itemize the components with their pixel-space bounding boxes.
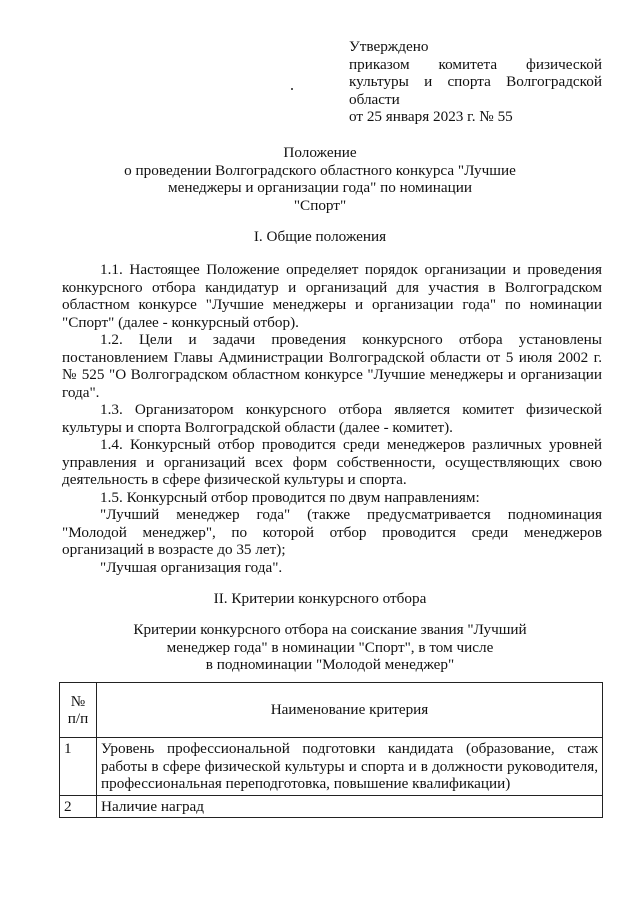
criteria-title-line: Критерии конкурсного отбора на соискание звания "Лучший — [133, 621, 527, 638]
approval-word: физической — [526, 55, 602, 73]
table-row — [60, 795, 603, 818]
paragraph: 1.4. Конкурсный отбор проводится среди менеджеров различных уровней управления и организаций всех форм собственности, осуществляющих свою деятельность в сфере физической культуры и спорта. — [62, 436, 602, 488]
row-criterion: Уровень профессиональной подготовки кандидата (образование, стаж работы в сфере физической культуры и спорта и в должности руководителя, профессиональная переподготовка, повышение квалификации) — [97, 738, 603, 796]
criteria-title-line: в подноминации "Молодой менеджер" — [205, 656, 455, 673]
paragraph: 1.2. Цели и задачи проведения конкурсного отбора установлены постановлением Главы Администрации Волгоградской области от 5 июля 2002 г. № 525 "О Волгоградском областном конкурсе "Лучшие менеджеры и организации года". — [62, 331, 602, 401]
section-heading: I. Общие положения — [253, 228, 387, 245]
approval-line — [349, 73, 602, 91]
approval-line — [349, 56, 602, 74]
scan-speck — [291, 88, 293, 90]
approval-date: от 25 января 2023 г. № 55 — [349, 108, 513, 125]
criteria-table — [59, 682, 603, 818]
document-title — [100, 144, 540, 214]
paragraph: 1.5. Конкурсный отбор проводится по двум направлениям: — [100, 488, 480, 506]
header-number-symbol: № — [70, 692, 86, 710]
paragraph: 1.3. Организатором конкурсного отбора является комитет физической культуры и спорта Волгоградской области (далее - комитет). — [62, 401, 602, 436]
criteria-title-line: менеджер года" в номинации "Спорт", в том числе — [166, 638, 494, 656]
approval-stamp — [349, 38, 602, 126]
approval-word: комитета — [438, 55, 498, 73]
header-criterion-name: Наименование критерия — [97, 683, 603, 738]
approval-word: приказом — [349, 55, 410, 73]
approval-word: и — [424, 73, 433, 90]
row-criterion: Наличие наград — [97, 795, 603, 818]
section-heading: II. Критерии конкурсного отбора — [213, 590, 427, 607]
paragraph: "Лучший менеджер года" (также предусматривается подноминация "Молодой менеджер", по которой отбор проводится среди менеджеров организаций в возрасте до 35 лет); — [62, 506, 602, 558]
approval-word: спорта — [447, 73, 491, 90]
approval-line: Утверждено — [349, 38, 429, 55]
table-header-row — [60, 683, 603, 738]
title-line: Положение — [283, 144, 357, 161]
section-1-body — [62, 261, 602, 576]
header-number-abbr: п/п — [67, 710, 89, 727]
approval-word: Волгоградской — [506, 73, 602, 90]
row-number: 2 — [60, 795, 97, 818]
paragraph: "Лучшая организация года". — [100, 558, 283, 576]
criteria-title — [100, 621, 560, 674]
row-number: 1 — [60, 738, 97, 796]
header-number — [60, 683, 97, 738]
paragraph: 1.1. Настоящее Положение определяет порядок организации и проведения конкурсного отбора кандидатур и организаций для участия в Волгоградском областном конкурсе "Лучшие менеджеры и организации года" по номинации "Спорт" (далее - конкурсный отбор). — [62, 261, 602, 331]
table-row — [60, 738, 603, 796]
title-line: "Спорт" — [293, 196, 347, 214]
approval-word: культуры — [349, 73, 409, 90]
title-line: менеджеры и организации года" по номинации — [167, 179, 473, 196]
title-line: о проведении Волгоградского областного конкурса "Лучшие — [124, 161, 516, 179]
approval-line: области — [349, 90, 400, 108]
